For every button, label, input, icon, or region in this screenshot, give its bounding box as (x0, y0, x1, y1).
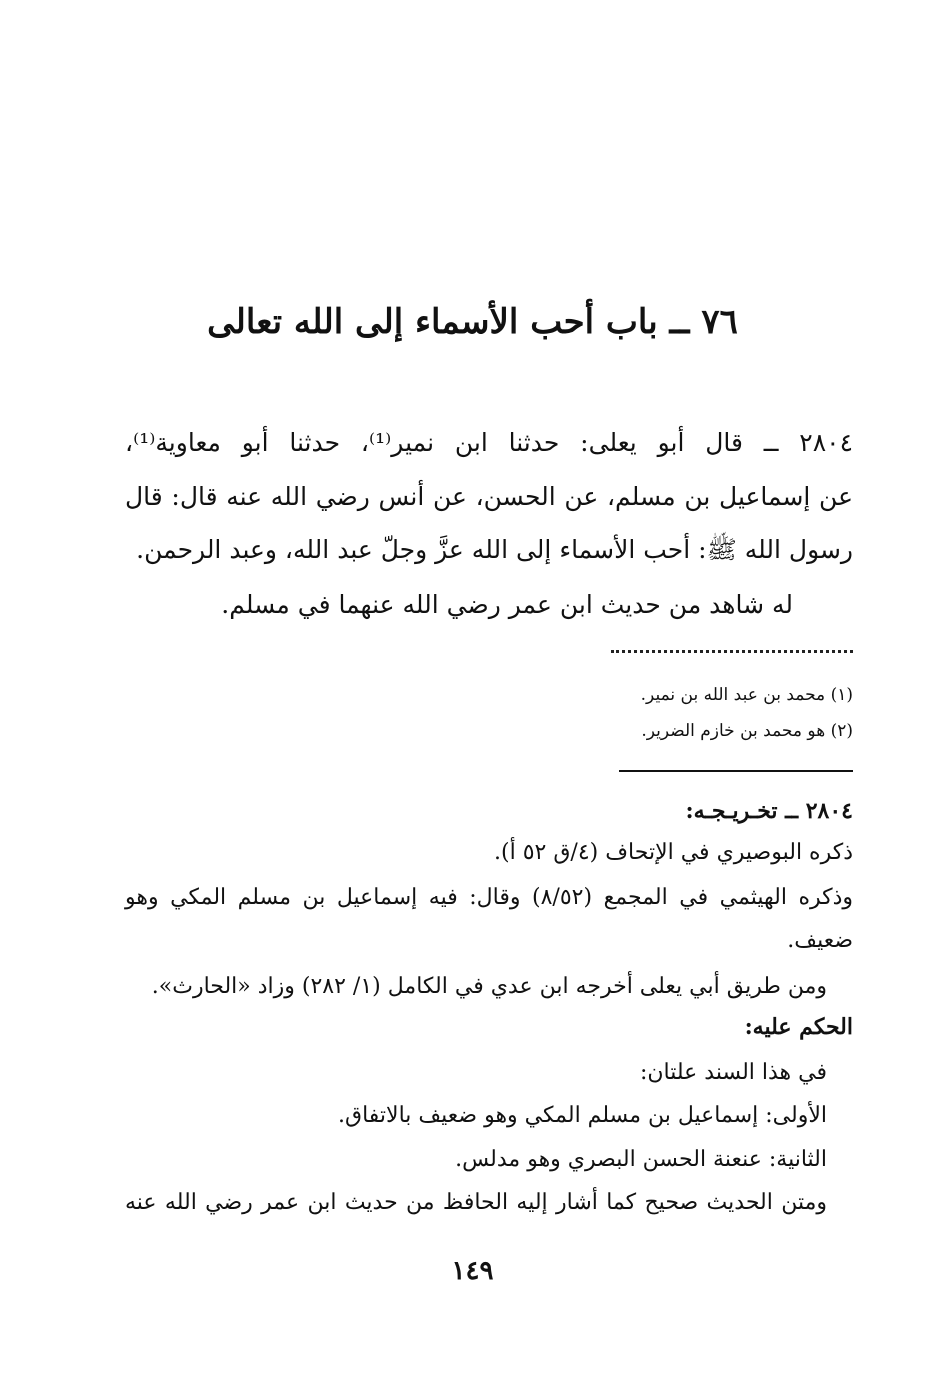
hukm-line-4: ومتن الحديث صحيح كما أشار إليه الحافظ من حديث ابن عمر رضي الله عنه (125, 1190, 827, 1215)
hukm-heading: الحكم عليه: (744, 1014, 853, 1040)
footnote-number: (٢) (830, 721, 853, 741)
takhrij-line-1: ذكره البوصيري في الإتحاف (٤/ق ٥٢ أ). (494, 840, 853, 865)
footnote-text: محمد بن عبد الله بن نمير. (640, 685, 826, 705)
chapter-title: ٧٦ ــ باب أحب الأسماء إلى الله تعالى (207, 302, 738, 342)
takhrij-line-4: ومن طريق أبي يعلى أخرجه ابن عدي في الكامل (١/ ٢٨٢) وزاد «الحارث». (151, 974, 827, 999)
witness-line: له شاهد من حديث ابن عمر رضي الله عنهما في مسلم. (221, 590, 793, 619)
footnote-2 (641, 721, 853, 741)
hukm-line-2: الأولى: إسماعيل بن مسلم المكي وهو ضعيف بالاتفاق. (338, 1103, 827, 1128)
page-number: ١٤٩ (451, 1256, 494, 1286)
footnote-separator (611, 650, 853, 653)
hadith-line-1: ٢٨٠٤ ــ قال أبو يعلى: حدثنا ابن نمير⁽¹⁾، حدثنا أبو معاوية⁽¹⁾، (125, 428, 853, 457)
footnote-number: (١) (830, 685, 853, 705)
takhrij-line-2: وذكره الهيثمي في المجمع (٨/٥٢) وقال: فيه إسماعيل بن مسلم المكي وهو (125, 885, 854, 910)
hukm-line-1: في هذا السند علتان: (639, 1060, 827, 1085)
hadith-line-2: عن إسماعيل بن مسلم، عن الحسن، عن أنس رضي الله عنه قال: قال (125, 482, 853, 511)
takhrij-line-3: ضعيف. (787, 928, 853, 953)
footnote-1 (641, 685, 853, 705)
hukm-line-3: الثانية: عنعنة الحسن البصري وهو مدلس. (455, 1147, 827, 1172)
hadith-line-3: رسول الله ﷺ: أحب الأسماء إلى الله عزَّ وجلّ عبد الله، وعبد الرحمن. (136, 535, 853, 564)
section-rule (619, 770, 853, 772)
footnote-text: هو محمد بن خازم الضرير. (641, 721, 826, 741)
takhrij-heading: ٢٨٠٤ ــ تخـريـجـه: (685, 798, 853, 824)
